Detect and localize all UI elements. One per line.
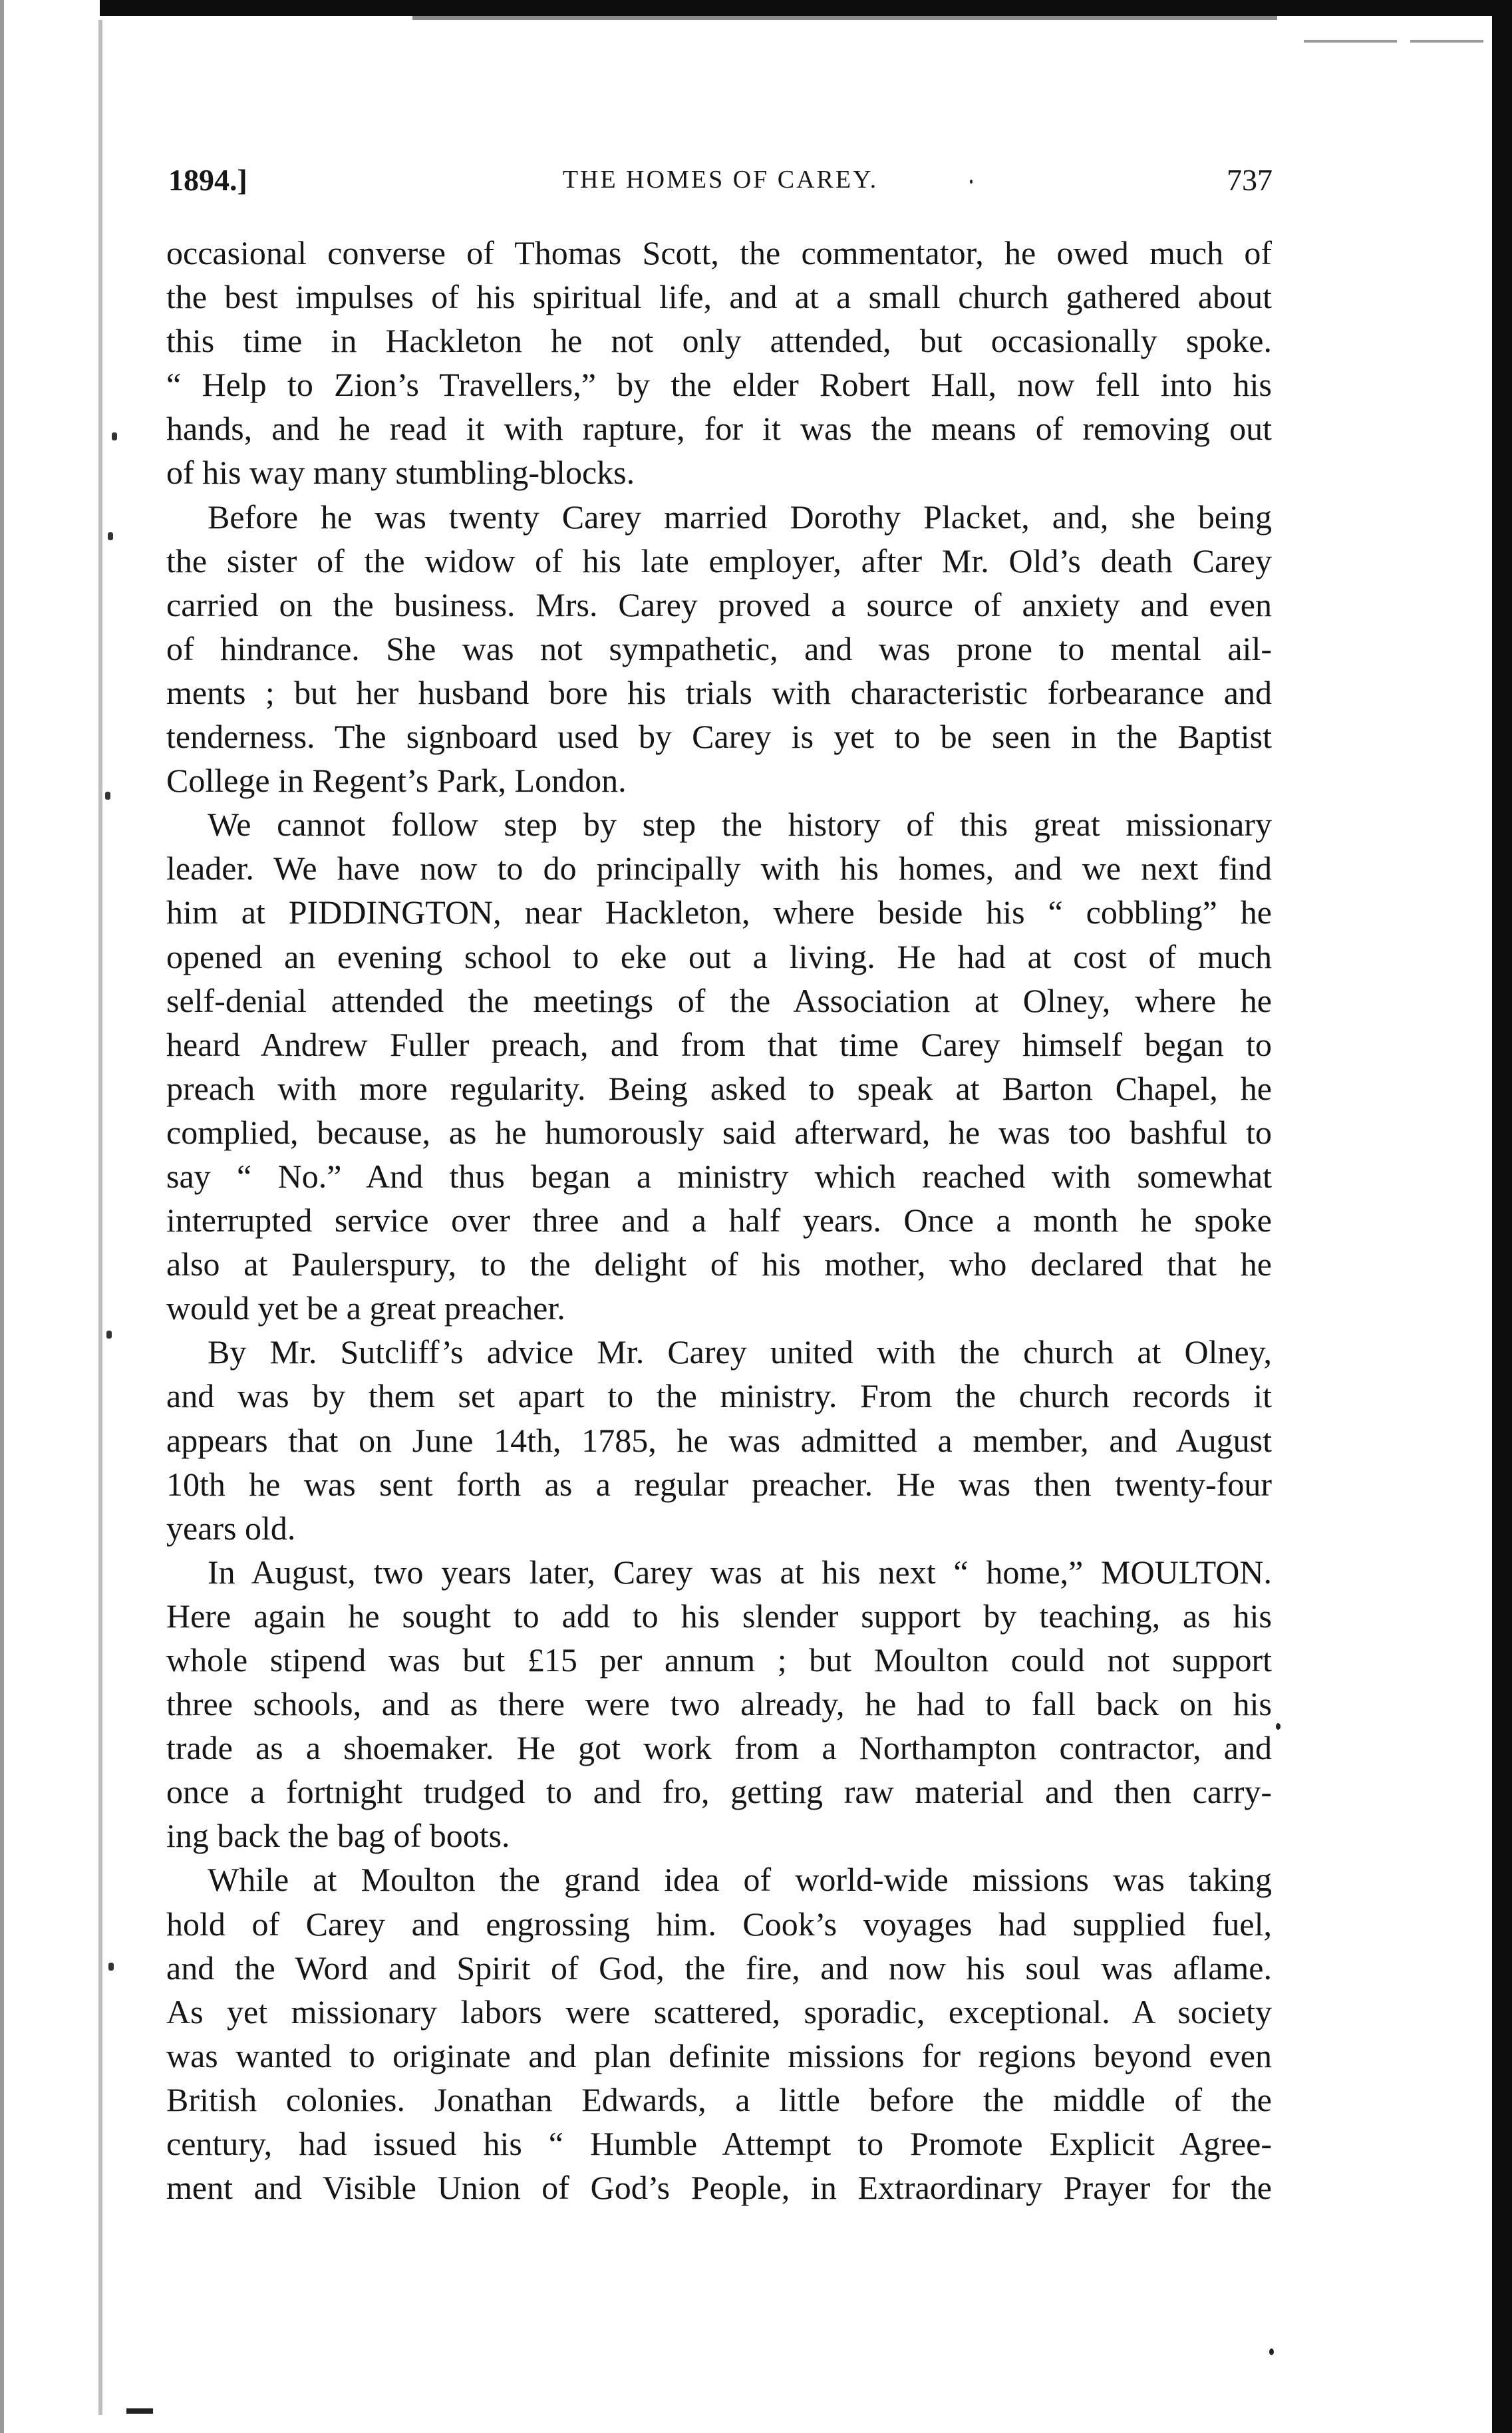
text-line: leader. We have now to do principally with his homes, and we next find — [166, 850, 1272, 888]
text-line: complied, because, as he humorously said afterward, he was too bashful to — [166, 1113, 1272, 1151]
text-line: three schools, and as there were two already, he had to fall back on his — [166, 1685, 1272, 1723]
text-line: occasional converse of Thomas Scott, the commentator, he owed much of — [166, 234, 1272, 271]
scan-right-edge — [1492, 0, 1512, 2433]
scan-speck — [1269, 2349, 1274, 2355]
scan-speck — [1276, 1723, 1281, 1730]
text-line: While at Moulton the grand idea of world-wide missions was taking — [208, 1861, 1272, 1899]
text-line: would yet be a great preacher. — [166, 1289, 565, 1327]
running-head — [168, 162, 1273, 205]
text-line: also at Paulerspury, to the delight of his mother, who declared that he — [166, 1245, 1272, 1283]
text-line: heard Andrew Fuller preach, and from that time Carey himself began to — [166, 1025, 1272, 1063]
gutter-mark — [106, 1331, 112, 1339]
text-line: By Mr. Sutcliff’s advice Mr. Carey united with the church at Olney, — [208, 1333, 1272, 1371]
text-line: hands, and he read it with rapture, for it was the means of removing out — [166, 410, 1272, 448]
gutter-mark — [108, 532, 113, 540]
text-line: We cannot follow step by step the history of this great missionary — [208, 806, 1272, 844]
text-line: the best impulses of his spiritual life, and at a small church gathered about — [166, 278, 1272, 316]
gutter-mark — [105, 792, 110, 800]
text-line: opened an evening school to eke out a living. He had at cost of much — [166, 937, 1272, 975]
gutter-mark — [112, 432, 117, 440]
text-line: preach with more regularity. Being asked to speak at Barton Chapel, he — [166, 1069, 1272, 1107]
text-line: and was by them set apart to the ministry. From the church records it — [166, 1377, 1272, 1415]
text-line: of his way many stumbling-blocks. — [166, 454, 635, 492]
page-number: 737 — [1227, 163, 1273, 197]
text-line: ment and Visible Union of God’s People, in Extraordinary Prayer for the — [166, 2169, 1272, 2207]
body-text — [166, 231, 1272, 2209]
text-line: the sister of the widow of his late employer, after Mr. Old’s death Carey — [166, 542, 1272, 579]
text-line: hold of Carey and engrossing him. Cook’s voyages had supplied fuel, — [166, 1905, 1272, 1943]
scan-left-edge — [0, 0, 4, 2433]
text-line: tenderness. The signboard used by Carey is yet to be seen in the Baptist — [166, 718, 1272, 756]
text-line: of hindrance. She was not sympathetic, and was prone to mental ail- — [166, 629, 1272, 667]
scan-top-dash — [1410, 40, 1483, 43]
text-line: ments ; but her husband bore his trials with characteristic forbearance and — [166, 673, 1272, 711]
running-head-year: 1894.] — [168, 163, 247, 197]
text-line: century, had issued his “ Humble Attempt to Promote Explicit Agree- — [166, 2125, 1272, 2163]
text-line: ing back the bag of boots. — [166, 1817, 510, 1855]
text-line: College in Regent’s Park, London. — [166, 762, 627, 800]
scan-gutter-shadow — [98, 20, 102, 2415]
text-line: Before he was twenty Carey married Dorothy Placket, and, she being — [208, 498, 1272, 536]
scan-top-dash — [1304, 40, 1397, 43]
text-line: trade as a shoemaker. He got work from a Northampton contractor, and — [166, 1729, 1272, 1767]
text-line: say “ No.” And thus began a ministry which reached with somewhat — [166, 1157, 1272, 1195]
gutter-mark — [108, 1963, 114, 1971]
scan-top-border-shadow — [412, 16, 1277, 20]
text-line: years old. — [166, 1509, 296, 1547]
text-line: interrupted service over three and a half years. Once a month he spoke — [166, 1202, 1272, 1239]
scan-top-border — [100, 0, 1512, 16]
text-line: was wanted to originate and plan definite missions for regions beyond even — [166, 2036, 1272, 2074]
text-line: this time in Hackleton he not only attended, but occasionally spoke. — [166, 322, 1272, 360]
text-line: whole stipend was but £15 per annum ; but Moulton could not support — [166, 1641, 1272, 1679]
text-line: Here again he sought to add to his slender support by teaching, as his — [166, 1597, 1272, 1635]
text-line: 10th he was sent forth as a regular preacher. He was then twenty-four — [166, 1465, 1272, 1503]
text-line: appears that on June 14th, 1785, he was admitted a member, and August — [166, 1421, 1272, 1459]
text-line: carried on the business. Mrs. Carey proved a source of anxiety and even — [166, 585, 1272, 623]
text-line: British colonies. Jonathan Edwards, a little before the middle of the — [166, 2080, 1272, 2118]
text-line: In August, two years later, Carey was at his next “ home,” MOULTON. — [208, 1553, 1272, 1591]
scan-bottom-mark — [126, 2408, 153, 2414]
running-head-title: THE HOMES OF CAREY. — [562, 166, 879, 194]
text-line: self-denial attended the meetings of the Association at Olney, where he — [166, 981, 1272, 1019]
text-line: him at PIDDINGTON, near Hackleton, where beside his “ cobbling” he — [166, 893, 1272, 931]
text-line: and the Word and Spirit of God, the fire, and now his soul was aflame. — [166, 1949, 1272, 1987]
text-line: “ Help to Zion’s Travellers,” by the elder Robert Hall, now fell into his — [166, 366, 1272, 404]
text-line: once a fortnight trudged to and fro, getting raw material and then carry- — [166, 1773, 1272, 1811]
text-line: As yet missionary labors were scattered, sporadic, exceptional. A society — [166, 1993, 1272, 2030]
